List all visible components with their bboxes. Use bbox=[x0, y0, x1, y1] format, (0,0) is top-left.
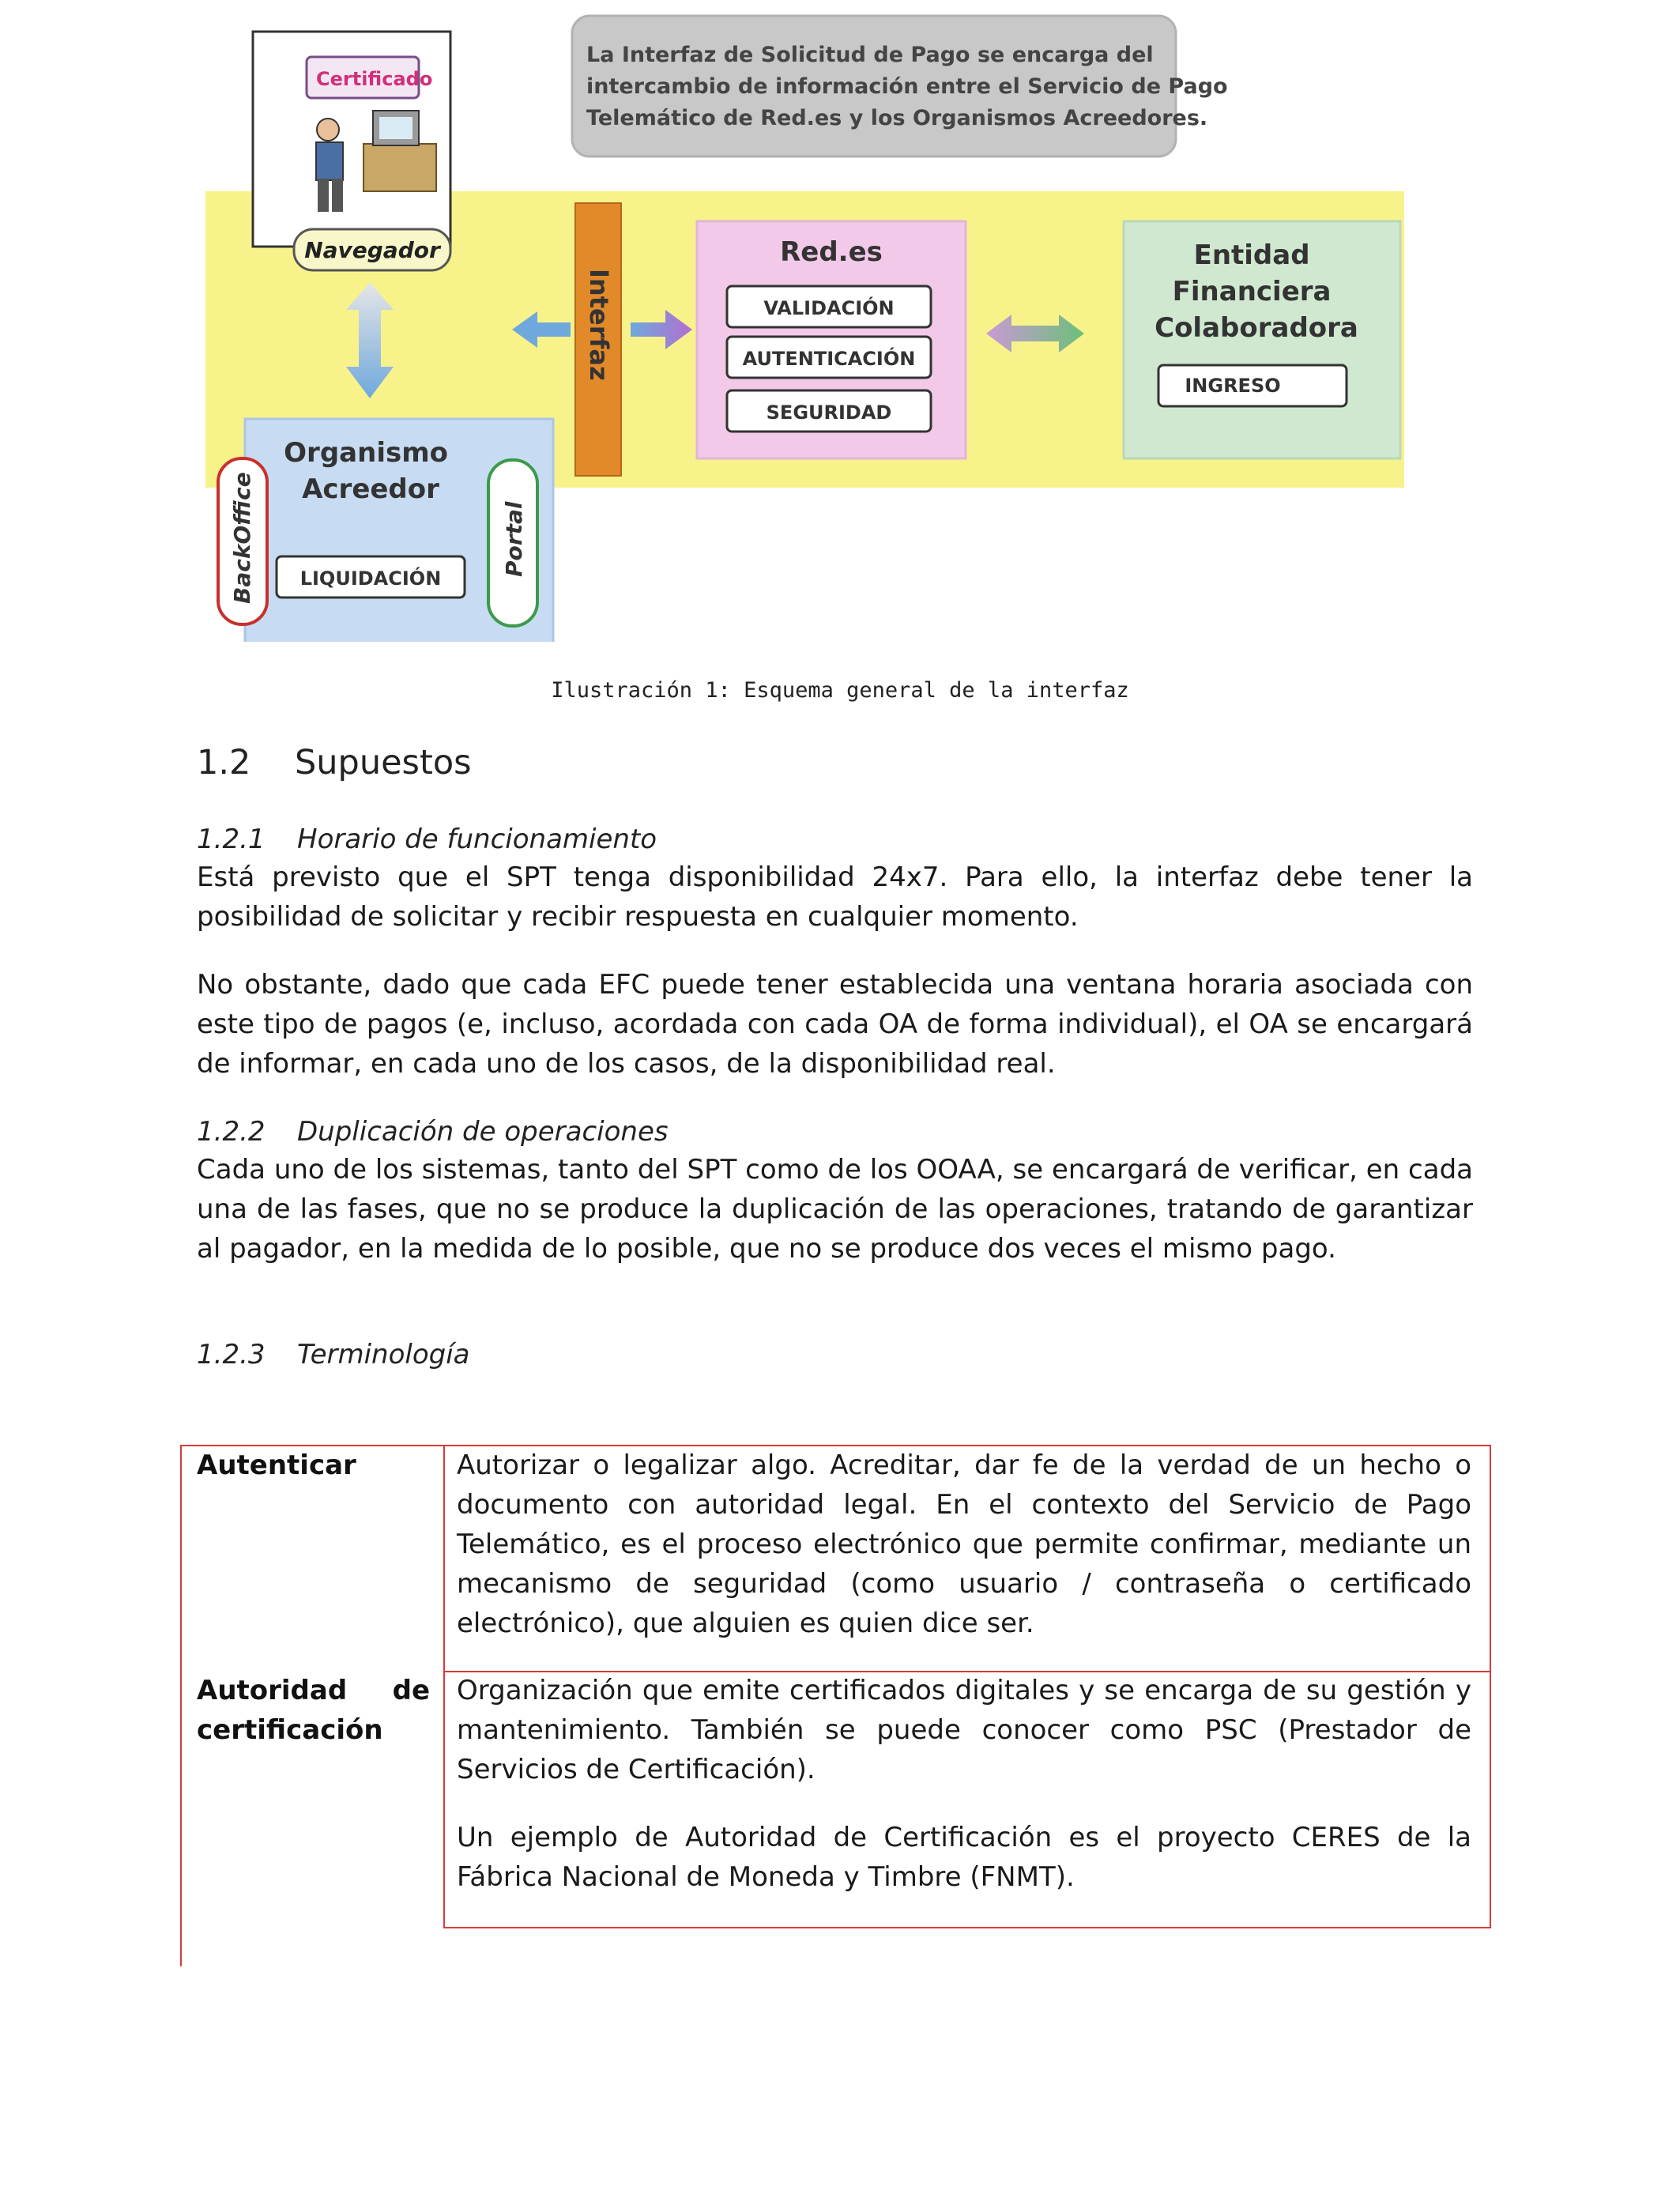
glossary-definition: Autorizar o legalizar algo. Acreditar, dar fe de la verdad de un hecho o documento con autoridad legal. En el contexto del Servicio de Pago Telemático, es el proceso electrónico que permite confirmar, mediante un mecanismo de seguridad (como usuario / contraseña o certificado electrónico), que alguien es quien dice ser. bbox=[457, 1449, 1471, 1639]
figure-caption: Ilustración 1: Esquema general de la interfaz bbox=[551, 678, 1129, 703]
interfaz-label: Interfaz bbox=[584, 269, 614, 381]
subsection-number: 1.2.2 bbox=[197, 1116, 266, 1148]
subsection-number: 1.2.3 bbox=[197, 1339, 266, 1370]
glossary-term: Autoridad de certificación bbox=[197, 1675, 430, 1746]
table-border bbox=[1490, 1445, 1491, 1928]
paragraph: Está previsto que el SPT tenga disponibilidad 24x7. Para ello, la interfaz debe tener la posibilidad de solicitar y recibir respuesta en cualquier momento. bbox=[197, 861, 1473, 933]
glossary-term: Autenticar bbox=[197, 1449, 356, 1481]
redes-title: Red.es bbox=[780, 236, 883, 268]
table-border bbox=[180, 1445, 182, 1966]
portal-label: Portal bbox=[501, 501, 527, 577]
redes-item: AUTENTICACIÓN bbox=[742, 348, 916, 370]
glossary-definition: Un ejemplo de Autoridad de Certificación es el proyecto CERES de la Fábrica Nacional de Moneda y Timbre (FNMT). bbox=[457, 1822, 1471, 1893]
redes-item: SEGURIDAD bbox=[766, 401, 892, 424]
entidad-title: Entidad Financiera Colaboradora bbox=[1155, 239, 1358, 344]
navegador-label: Navegador bbox=[304, 237, 440, 263]
organismo-item: LIQUIDACIÓN bbox=[299, 567, 442, 590]
section-title: Supuestos bbox=[295, 743, 472, 782]
backoffice-label: BackOffice bbox=[229, 472, 255, 604]
redes-item: VALIDACIÓN bbox=[763, 297, 895, 319]
info-note-text: La Interfaz de Solicitud de Pago se encarga del intercambio de información entre el Servicio de Pago Telemático de Red.es y los Organismos Acreedores. bbox=[586, 43, 1228, 130]
certificado-label: Certificado bbox=[316, 68, 433, 90]
subsection-title: Horario de funcionamiento bbox=[297, 824, 657, 855]
section-heading bbox=[197, 743, 472, 782]
glossary-definition: Organización que emite certificados digitales y se encarga de su gestión y mantenimiento. También se puede conocer como PSC (Prestador de Servicios de Certificación). bbox=[457, 1675, 1471, 1785]
table-border bbox=[443, 1927, 1490, 1928]
entidad-item: INGRESO bbox=[1185, 375, 1281, 397]
organismo-title: Organismo Acreedor bbox=[284, 437, 448, 505]
table-border bbox=[443, 1445, 445, 1928]
paragraph: Cada uno de los sistemas, tanto del SPT como de los OOAA, se encargará de verificar, en cada una de las fases, que no se produce la duplicación de las operaciones, tratando de garantizar al pagador, en la medida de lo posible, que no se produce dos veces el mismo pago. bbox=[197, 1154, 1473, 1265]
subsection-heading bbox=[197, 1339, 470, 1370]
paragraph: No obstante, dado que cada EFC puede tener establecida una ventana horaria asociada con este tipo de pagos (e, incluso, acordada con cada OA de forma individual), el OA se encargará de informar, en cada uno de los casos, de la disponibilidad real. bbox=[197, 969, 1473, 1080]
interface-diagram bbox=[198, 9, 1414, 642]
subsection-number: 1.2.1 bbox=[197, 824, 266, 855]
subsection-heading bbox=[197, 1116, 669, 1148]
section-number: 1.2 bbox=[197, 743, 251, 782]
subsection-title: Terminología bbox=[297, 1339, 470, 1370]
subsection-heading bbox=[197, 824, 657, 855]
subsection-title: Duplicación de operaciones bbox=[297, 1116, 669, 1148]
